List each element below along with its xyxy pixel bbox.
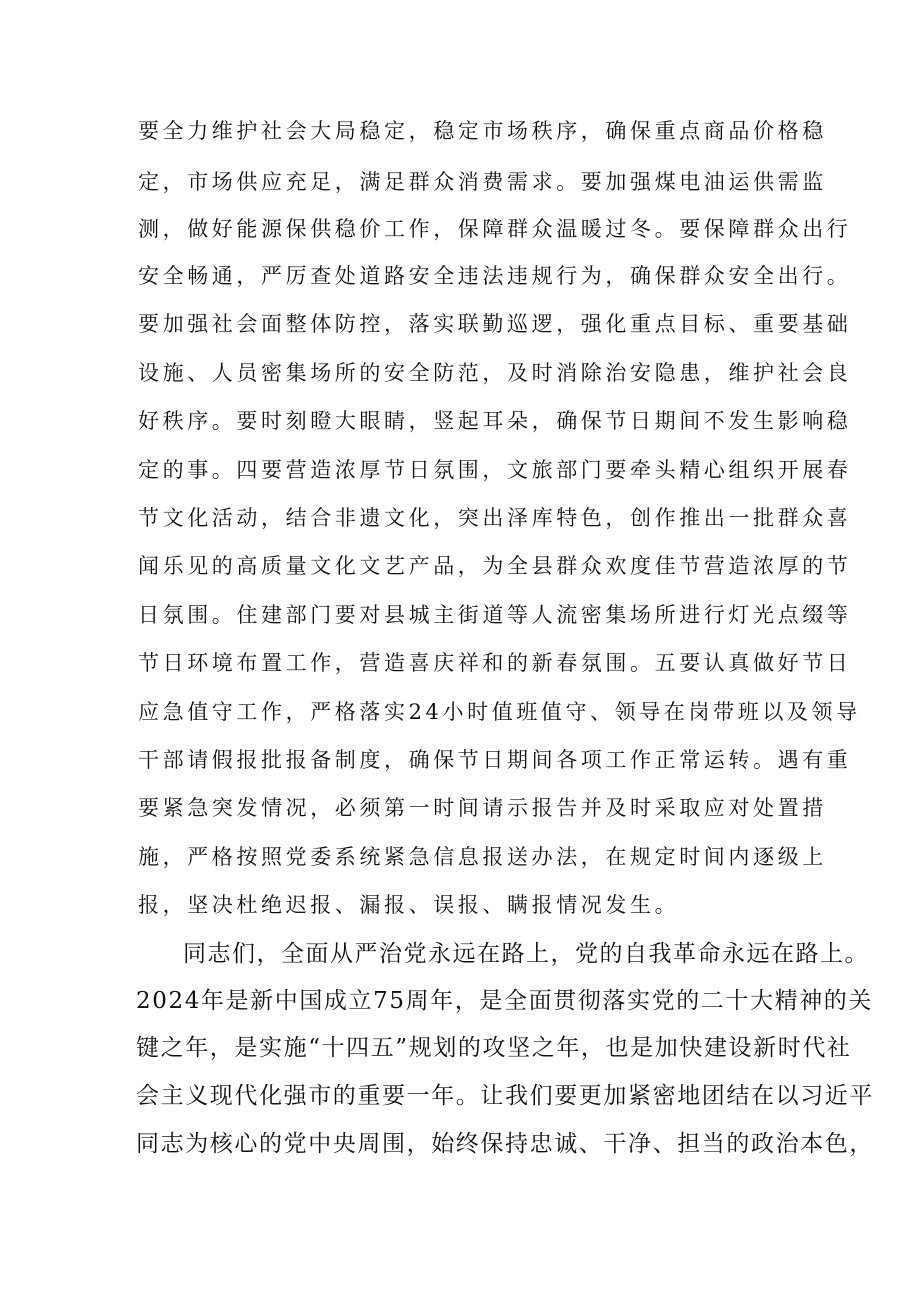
paragraph-1-line: 节文化活动，结合非遗文化，突出泽库特色，创作推出一批群众喜 (138, 506, 852, 530)
paragraph-1-line: 应急值守工作，严格落实24小时值班值守、领导在岗带班以及领导 (138, 700, 861, 724)
paragraph-1-line: 安全畅通，严厉查处道路安全违法违规行为，确保群众安全出行。 (138, 264, 852, 288)
paragraph-1-line: 定的事。四要营造浓厚节日氛围，文旅部门要牵头精心组织开展春 (138, 458, 852, 482)
paragraph-1-line: 报，坚决杜绝迟报、漏报、误报、瞒报情况发生。 (138, 893, 680, 917)
paragraph-2-line: 键之年，是实施“十四五”规划的攻坚之年，也是加快建设新时代社 (136, 1035, 852, 1061)
paragraph-1-line: 节日环境布置工作，营造喜庆祥和的新春氛围。五要认真做好节日 (138, 651, 852, 675)
paragraph-1-line: 干部请假报批报备制度，确保节日期间各项工作正常运转。遇有重 (138, 748, 852, 772)
paragraph-2-line: 2024年是新中国成立75周年，是全面贯彻落实党的二十大精神的关 (136, 988, 873, 1014)
paragraph-1-line: 好秩序。要时刻瞪大眼睛，竖起耳朵，确保节日期间不发生影响稳 (138, 409, 852, 433)
paragraph-2-line: 同志们，全面从严治党永远在路上，党的自我革命永远在路上。 (183, 941, 869, 967)
paragraph-2-line: 同志为核心的党中央周围，始终保持忠诚、干净、担当的政治本色， (136, 1131, 874, 1157)
paragraph-1-line: 测，做好能源保供稳价工作，保障群众温暖过冬。要保障群众出行 (138, 217, 852, 241)
paragraph-1-line: 日氛围。住建部门要对县城主街道等人流密集场所进行灯光点缀等 (138, 603, 852, 627)
paragraph-2-line: 会主义现代化强市的重要一年。让我们要更加紧密地团结在以习近平 (136, 1083, 874, 1109)
paragraph-1-line: 要全力维护社会大局稳定，稳定市场秩序，确保重点商品价格稳 (138, 119, 827, 143)
paragraph-1-line: 设施、人员密集场所的安全防范，及时消除治安隐患，维护社会良 (138, 361, 852, 385)
paragraph-1-line: 闻乐见的高质量文化文艺产品，为全县群众欢度佳节营造浓厚的节 (138, 554, 852, 578)
paragraph-1-line: 要加强社会面整体防控，落实联勤巡逻，强化重点目标、重要基础 (138, 312, 852, 336)
paragraph-1-line: 定，市场供应充足，满足群众消费需求。要加强煤电油运供需监 (138, 170, 827, 194)
paragraph-1-line: 施，严格按照党委系统紧急信息报送办法，在规定时间内逐级上 (138, 845, 827, 869)
paragraph-1-line: 要紧急突发情况，必须第一时间请示报告并及时采取应对处置措 (138, 796, 827, 820)
